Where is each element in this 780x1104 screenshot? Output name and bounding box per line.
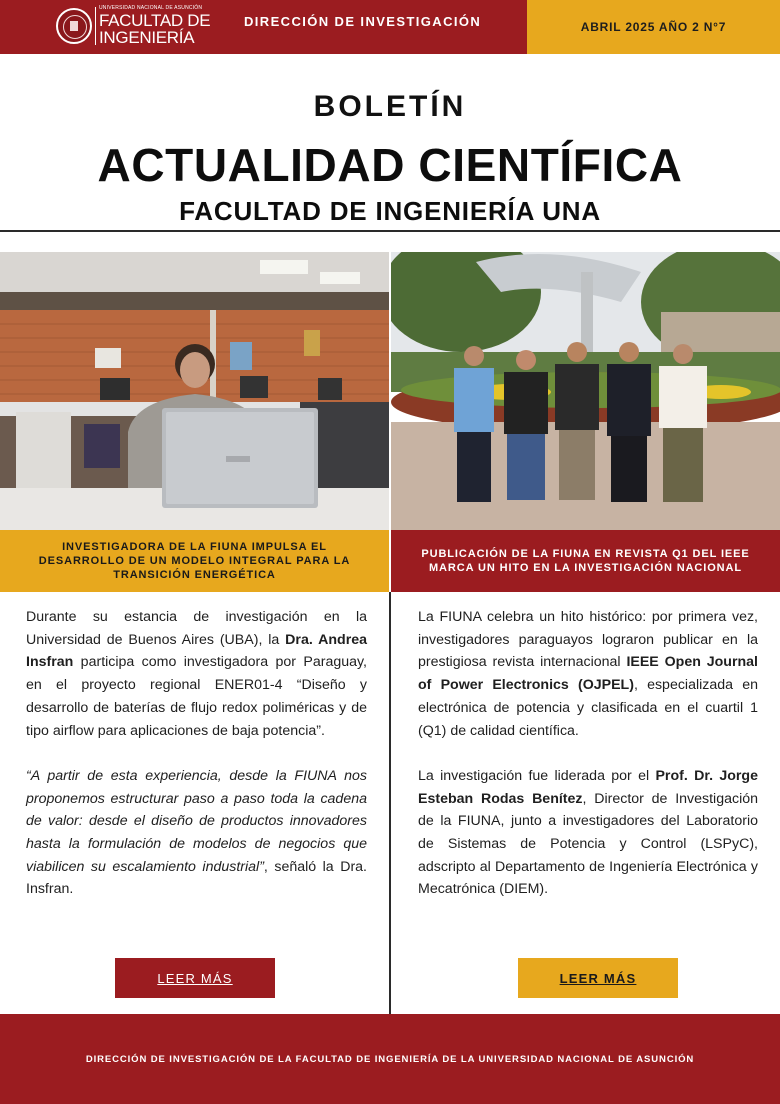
issue-label: ABRIL 2025 AÑO 2 N°7 <box>580 20 727 34</box>
article-2-paragraph-1 <box>418 606 758 742</box>
logo-line-2: INGENIERÍA <box>99 28 195 47</box>
footer-text: DIRECCIÓN DE INVESTIGACIÓN DE LA FACULTAD DE INGENIERÍA DE LA UNIVERSIDAD NACIONAL DE ASUNCIÓN <box>85 1053 695 1065</box>
university-seal-icon <box>56 8 92 44</box>
footer <box>0 1014 780 1104</box>
article-1-quote: “A partir de esta experiencia, desde la FIUNA nos proponemos estructurar paso a paso toda la cadena de valor: desde el diseño de productos innovadores hasta la formulación de modelos de negocios que viabilicen su escalamiento industrial” <box>26 767 367 875</box>
masthead-rule <box>0 230 780 232</box>
article-1-text-a: Durante su estancia de investigación en la Universidad de Buenos Aires (UBA), la <box>26 609 367 648</box>
photo-researcher-office <box>0 252 389 530</box>
article-1-paragraph <box>26 606 367 742</box>
article-2-body <box>418 606 758 924</box>
article-1-text-c: participa como investigadora por Paraguay, en el proyecto regional ENER01-4 “Diseño y desarrollo de baterías de flujo redox poliméricas y de tipo airflow para aplicaciones de baja potencia”. <box>26 654 367 739</box>
article-2-director-name: Prof. Dr. Jorge Esteban Rodas Benítez <box>418 767 758 807</box>
article-2-journal-name: IEEE Open Journal of Power Electronics (OJPEL) <box>418 654 758 694</box>
masthead-title: ACTUALIDAD CIENTÍFICA <box>97 139 683 191</box>
article-1-researcher-name: Dra. Andrea Insfran <box>26 631 367 671</box>
logo-text <box>99 6 210 46</box>
article-1-body <box>26 606 367 924</box>
article-2-text-a: La FIUNA celebra un hito histórico: por primera vez, investigadores paraguayos lograron publicar en la prestigiosa revista internacional <box>418 609 758 671</box>
top-header <box>0 0 780 54</box>
header-maroon-band <box>0 0 527 54</box>
header-gold-band <box>527 0 780 54</box>
article-1-quote-paragraph <box>26 765 367 901</box>
article-1-quote-attribution: , señaló la Dra. Insfran. <box>26 858 367 898</box>
logo-university-name: UNIVERSIDAD NACIONAL DE ASUNCIÓN <box>99 5 203 11</box>
column-divider <box>389 592 391 1014</box>
article-2-text-c: , especializada en electrónica de potencia y clasificada en el cuartil 1 (Q1) de calidad científica. <box>418 677 758 739</box>
masthead-subtitle: FACULTAD DE INGENIERÍA UNA <box>179 196 601 226</box>
faculty-logo[interactable] <box>56 6 210 46</box>
masthead <box>0 54 780 232</box>
article-2-text-e: , Director de Investigación de la FIUNA, junto a investigadores del Laboratorio de Sistemas de Potencia y Control (LSPyC), adscripto al Departamento de Ingeniería Electrónica y Mecatrónica (DIEM). <box>418 790 759 898</box>
article-1-read-more-button[interactable]: LEER MÁS <box>115 958 275 998</box>
article-2-read-more-button[interactable]: LEER MÁS <box>518 958 678 998</box>
article-2-paragraph-2 <box>418 765 758 901</box>
logo-divider <box>95 7 96 45</box>
article-2-text-d: La investigación fue liderada por el <box>418 767 656 784</box>
article-1-headline[interactable]: INVESTIGADORA DE LA FIUNA IMPULSA EL DESARROLLO DE UN MODELO INTEGRAL PARA LA TRANSICIÓN ENERGÉTICA <box>0 530 389 592</box>
article-2-headline[interactable]: PUBLICACIÓN DE LA FIUNA EN REVISTA Q1 DEL IEEE MARCA UN HITO EN LA INVESTIGACIÓN NACIONAL <box>391 530 780 592</box>
logo-line-1: FACULTAD DE <box>99 11 211 30</box>
photo-research-group <box>391 252 780 530</box>
masthead-kicker: BOLETÍN <box>313 90 467 123</box>
department-title: DIRECCIÓN DE INVESTIGACIÓN <box>244 14 482 29</box>
